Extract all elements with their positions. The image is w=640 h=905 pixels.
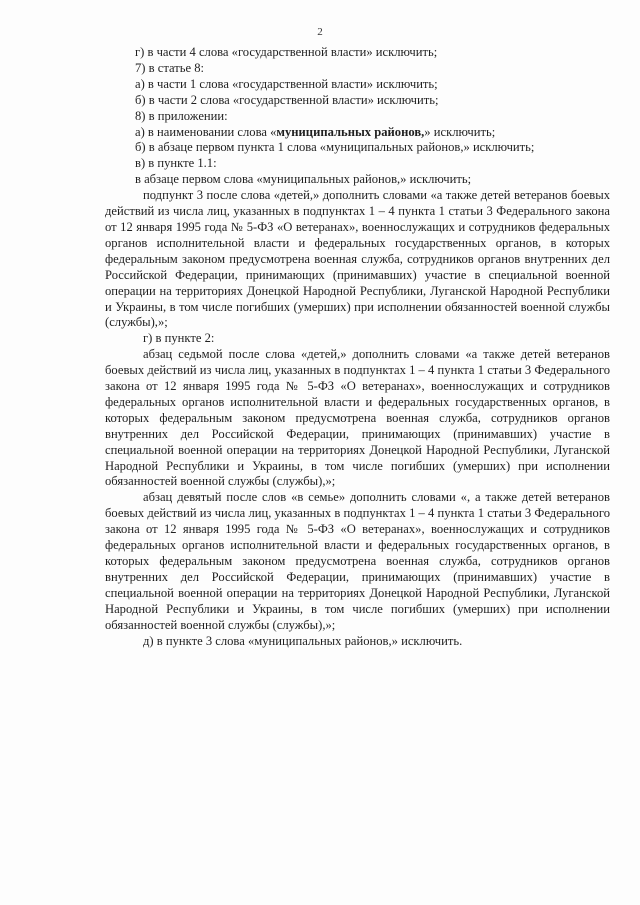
- paragraph-point-2: г) в пункте 2:: [143, 331, 215, 346]
- page-number: 2: [317, 26, 323, 38]
- paragraph-point-1-1-first: в абзаце первом слова «муниципальных районов,» исключить;: [135, 172, 472, 187]
- paragraph-point-2-ninth: абзац девятый после слов «в семье» дополнить словами «, а также детей ветеранов боевых действий из числа лиц, указанных в подпунктах 1 – 4 пункта 1 статьи 3 Федерального закона от 12 января 1995 года № 5-ФЗ «О ветеранах», военнослужащих и сотрудников федеральных органов исполнительной власти и федеральных государственных органов, в которых федеральным законом предусмотрена военная служба, сотрудников органов внутренних дел Российской Федерации, принимающих (принимавших) участие в специальной военной операции на территориях Донецкой Народной Республики, Луганской Народной Республики и Украины, в том числе погибших (умерших) при исполнении обязанностей военной службы (службы),»;: [105, 490, 610, 632]
- paragraph-appendix-item-a-post: » исключить;: [424, 124, 496, 139]
- paragraph-appendix-item-b: б) в абзаце первом пункта 1 слова «муниципальных районов,» исключить;: [135, 140, 535, 155]
- paragraph-subpoint-3: подпункт 3 после слова «детей,» дополнить словами «а также детей ветеранов боевых действий из числа лиц, указанных в подпунктах 1 – 4 пункта 1 статьи 3 Федерального закона от 12 января 1995 года № 5-ФЗ «О ветеранах», военнослужащих и сотрудников федеральных органов исполнительной власти и федеральных государственных органов, в которых федеральным законом предусмотрена военная служба, сотрудников органов внутренних дел Российской Федерации, принимающих (принимавших) участие в специальной военной операции на территориях Донецкой Народной Республики, Луганской Народной Республики и Украины, в том числе погибших (умерших) при исполнении обязанностей военной службы (службы),»;: [105, 188, 610, 330]
- paragraph-article8-item-b: б) в части 2 слова «государственной власти» исключить;: [135, 92, 439, 107]
- paragraph-point-2-seventh: абзац седьмой после слова «детей,» дополнить словами «а также детей ветеранов боевых действий из числа лиц, указанных в подпунктах 1 – 4 пункта 1 статьи 3 Федерального закона от 12 января 1995 года № 5-ФЗ «О ветеранах», военнослужащих и сотрудников федеральных органов исполнительной власти и федеральных государственных органов, в которых федеральным законом предусмотрена военная служба, сотрудников органов внутренних дел Российской Федерации, принимающих (принимавших) участие в специальной военной операции на территориях Донецкой Народной Республики, Луганской Народной Республики и Украины, в том числе погибших (умерших) при исполнении обязанностей военной службы (службы),»;: [105, 347, 610, 489]
- paragraph-appendix-item-a: [105, 125, 610, 141]
- paragraph-article8-item-a: а) в части 1 слова «государственной власти» исключить;: [135, 76, 438, 91]
- paragraph-appendix-item-v: в) в пункте 1.1:: [135, 156, 217, 171]
- paragraph-appendix: 8) в приложении:: [135, 108, 228, 123]
- paragraph-point-3: д) в пункте 3 слова «муниципальных районов,» исключить.: [143, 633, 463, 648]
- paragraph-appendix-item-a-bold: муниципальных районов,: [276, 124, 425, 139]
- paragraph-part4-item-g: г) в части 4 слова «государственной власти» исключить;: [135, 45, 438, 59]
- paragraph-article8: 7) в статье 8:: [135, 60, 205, 75]
- document-body: [105, 45, 610, 649]
- paragraph-appendix-item-a-pre: а) в наименовании слова «: [135, 124, 277, 139]
